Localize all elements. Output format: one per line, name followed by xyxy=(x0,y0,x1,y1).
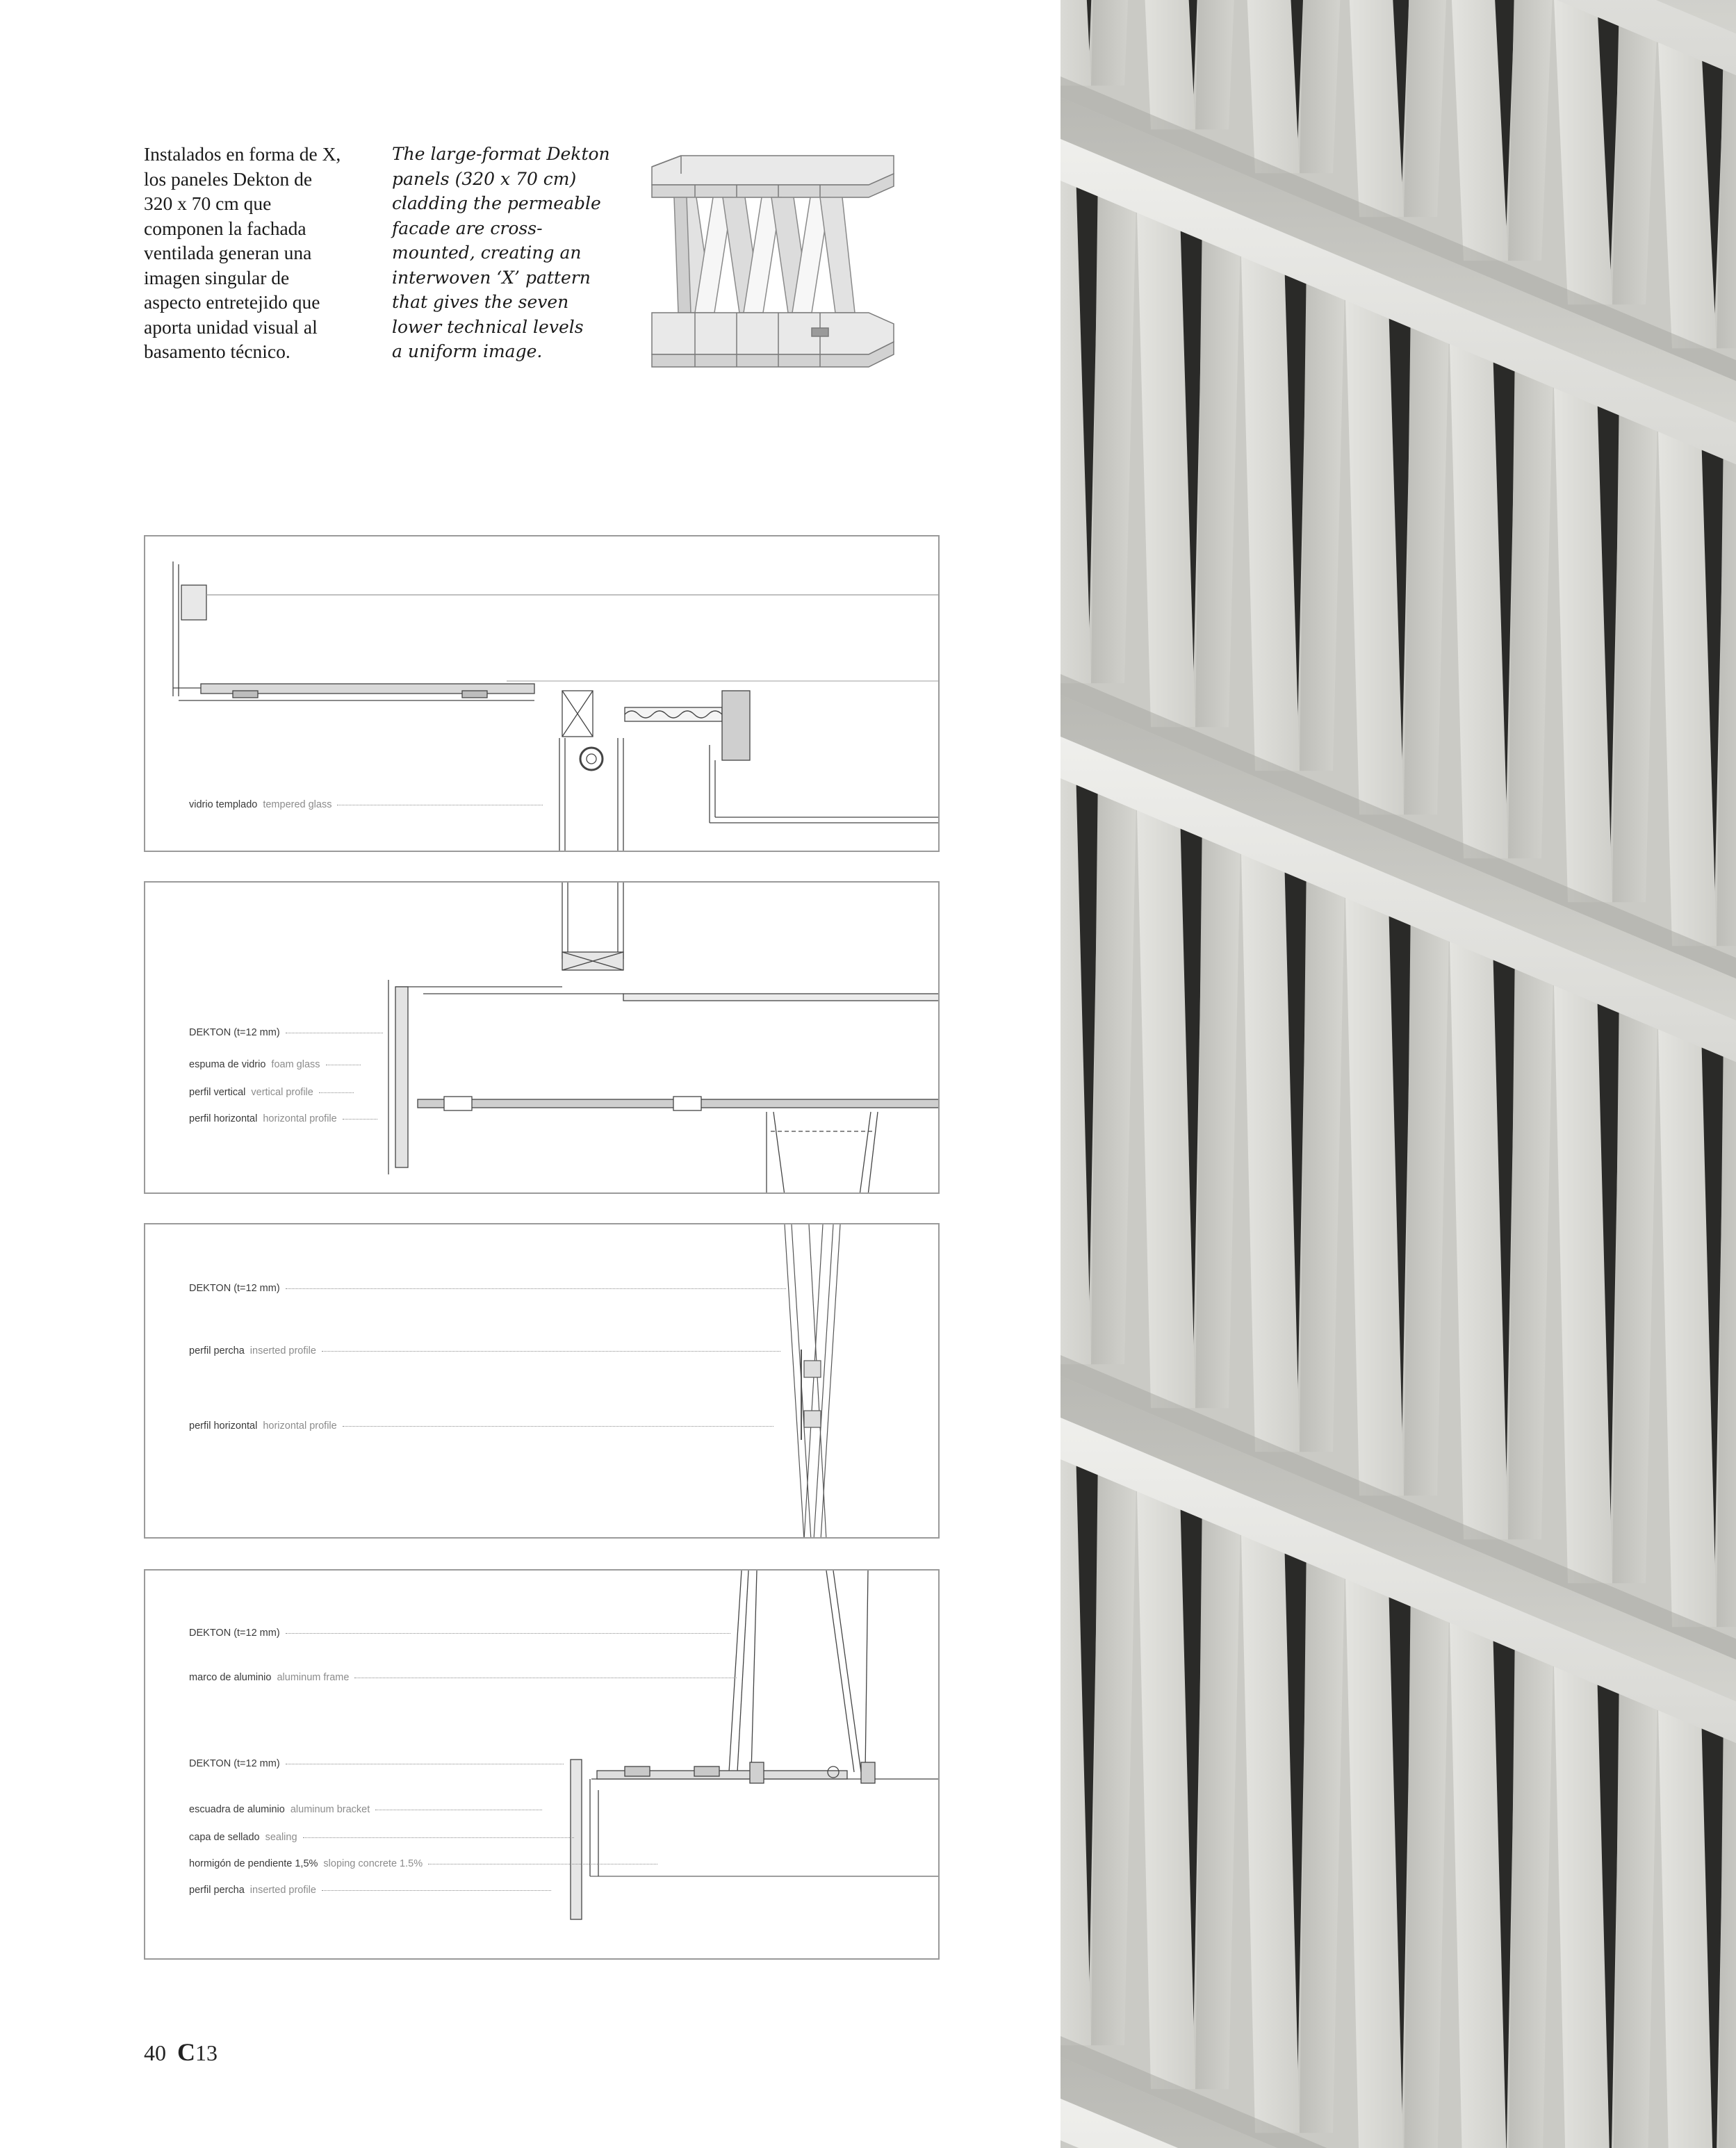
callout-aluminum-frame xyxy=(189,1672,737,1683)
callout-label-es: DEKTON (t=12 mm) xyxy=(189,1758,280,1769)
leader-line xyxy=(322,1351,780,1352)
caption-line: Instalados en forma de X, xyxy=(144,143,341,165)
caption-line: imagen singular de xyxy=(144,266,290,288)
callout-label-es: capa de sellado xyxy=(189,1832,260,1843)
facade-panel xyxy=(1061,0,1091,85)
callout-inserted-profile xyxy=(189,1885,551,1896)
caption-line: componen la fachada xyxy=(144,217,306,239)
callout-label-en: inserted profile xyxy=(249,1885,316,1896)
facade-bands xyxy=(1061,0,1736,2148)
callout-label-es: marco de aluminio xyxy=(189,1672,272,1683)
caption-line: mounted, creating an xyxy=(392,243,582,263)
callout-dekton-lower xyxy=(189,1758,564,1769)
issue-number: 13 xyxy=(195,2040,218,2065)
facade-photograph xyxy=(1061,0,1736,2148)
callout-dekton-upper xyxy=(189,1628,730,1639)
callout-label-es: perfil vertical xyxy=(189,1087,246,1098)
callout-dekton xyxy=(189,1283,786,1294)
page-number: 40 xyxy=(144,2040,166,2065)
caption-line: aporta unidad visual al xyxy=(144,315,318,338)
callout-label-en: aluminum bracket xyxy=(290,1804,370,1815)
callout-label-en: inserted profile xyxy=(249,1345,316,1356)
callout-label-es: DEKTON (t=12 mm) xyxy=(189,1283,280,1294)
callout-tempered-glass xyxy=(189,799,543,810)
page-footer xyxy=(144,2038,218,2067)
magazine-logo: C xyxy=(177,2038,195,2066)
callout-label-es: vidrio templado xyxy=(189,799,258,810)
section-detail-3 xyxy=(144,1223,940,1539)
callout-sloping-concrete xyxy=(189,1858,657,1869)
caption-english xyxy=(392,142,628,364)
callout-vertical-profile xyxy=(189,1087,354,1098)
facade-photo-drawing xyxy=(1061,0,1736,2148)
panel-axonometric-illustration xyxy=(646,146,903,375)
section-detail-2 xyxy=(144,881,940,1194)
callout-label-es: espuma de vidrio xyxy=(189,1059,266,1070)
section-drawing xyxy=(145,883,940,1194)
callout-foam-glass xyxy=(189,1059,361,1070)
caption-spanish xyxy=(144,142,359,364)
callout-label-en: tempered glass xyxy=(263,799,332,810)
callout-label-es: perfil percha xyxy=(189,1345,245,1356)
caption-line: The large-format Dekton xyxy=(392,144,610,164)
leader-line xyxy=(319,1092,354,1093)
callout-label-es: perfil horizontal xyxy=(189,1113,258,1124)
leader-line xyxy=(322,1890,551,1891)
caption-line: cladding the permeable xyxy=(392,193,601,213)
caption-line: aspecto entretejido que xyxy=(144,291,320,313)
callout-label-en: horizontal profile xyxy=(263,1420,337,1432)
leader-line xyxy=(286,1288,786,1289)
callout-label-es: escuadra de aluminio xyxy=(189,1804,285,1815)
section-detail-1 xyxy=(144,535,940,852)
callout-label-en: aluminum frame xyxy=(277,1672,350,1683)
caption-line: facade are cross- xyxy=(392,218,543,238)
section-drawing xyxy=(145,1224,940,1539)
caption-line: interwoven ‘X’ pattern xyxy=(392,267,591,288)
leader-line xyxy=(286,1633,730,1634)
callout-label-es: perfil horizontal xyxy=(189,1420,258,1432)
callout-label-en: sealing xyxy=(265,1832,297,1843)
caption-line: lower technical levels xyxy=(392,316,584,337)
callout-label-es: DEKTON (t=12 mm) xyxy=(189,1628,280,1639)
callout-aluminum-bracket xyxy=(189,1804,542,1815)
callout-label-en: vertical profile xyxy=(251,1087,313,1098)
leader-line xyxy=(343,1426,773,1427)
leader-line xyxy=(343,1119,377,1120)
callout-sealing xyxy=(189,1832,574,1843)
caption-line: a uniform image. xyxy=(392,341,543,361)
leader-line xyxy=(303,1837,574,1838)
callout-horizontal-profile xyxy=(189,1420,773,1432)
callout-label-en: horizontal profile xyxy=(263,1113,337,1124)
caption-line: los paneles Dekton de xyxy=(144,167,313,190)
caption-line: ventilada generan una xyxy=(144,242,312,263)
callout-label-es: DEKTON (t=12 mm) xyxy=(189,1027,280,1038)
callout-dekton xyxy=(189,1027,383,1038)
callout-label-es: perfil percha xyxy=(189,1885,245,1896)
section-detail-4 xyxy=(144,1569,940,1960)
callout-horizontal-profile xyxy=(189,1113,377,1124)
caption-line: panels (320 x 70 cm) xyxy=(392,168,577,189)
caption-line: that gives the seven xyxy=(392,292,569,312)
caption-line: basamento técnico. xyxy=(144,341,290,362)
callout-label-es: hormigón de pendiente 1,5% xyxy=(189,1858,318,1869)
callout-label-en: sloping concrete 1.5% xyxy=(323,1858,423,1869)
callout-inserted-profile xyxy=(189,1345,780,1356)
caption-line: 320 x 70 cm que xyxy=(144,192,272,214)
callout-label-en: foam glass xyxy=(271,1059,320,1070)
